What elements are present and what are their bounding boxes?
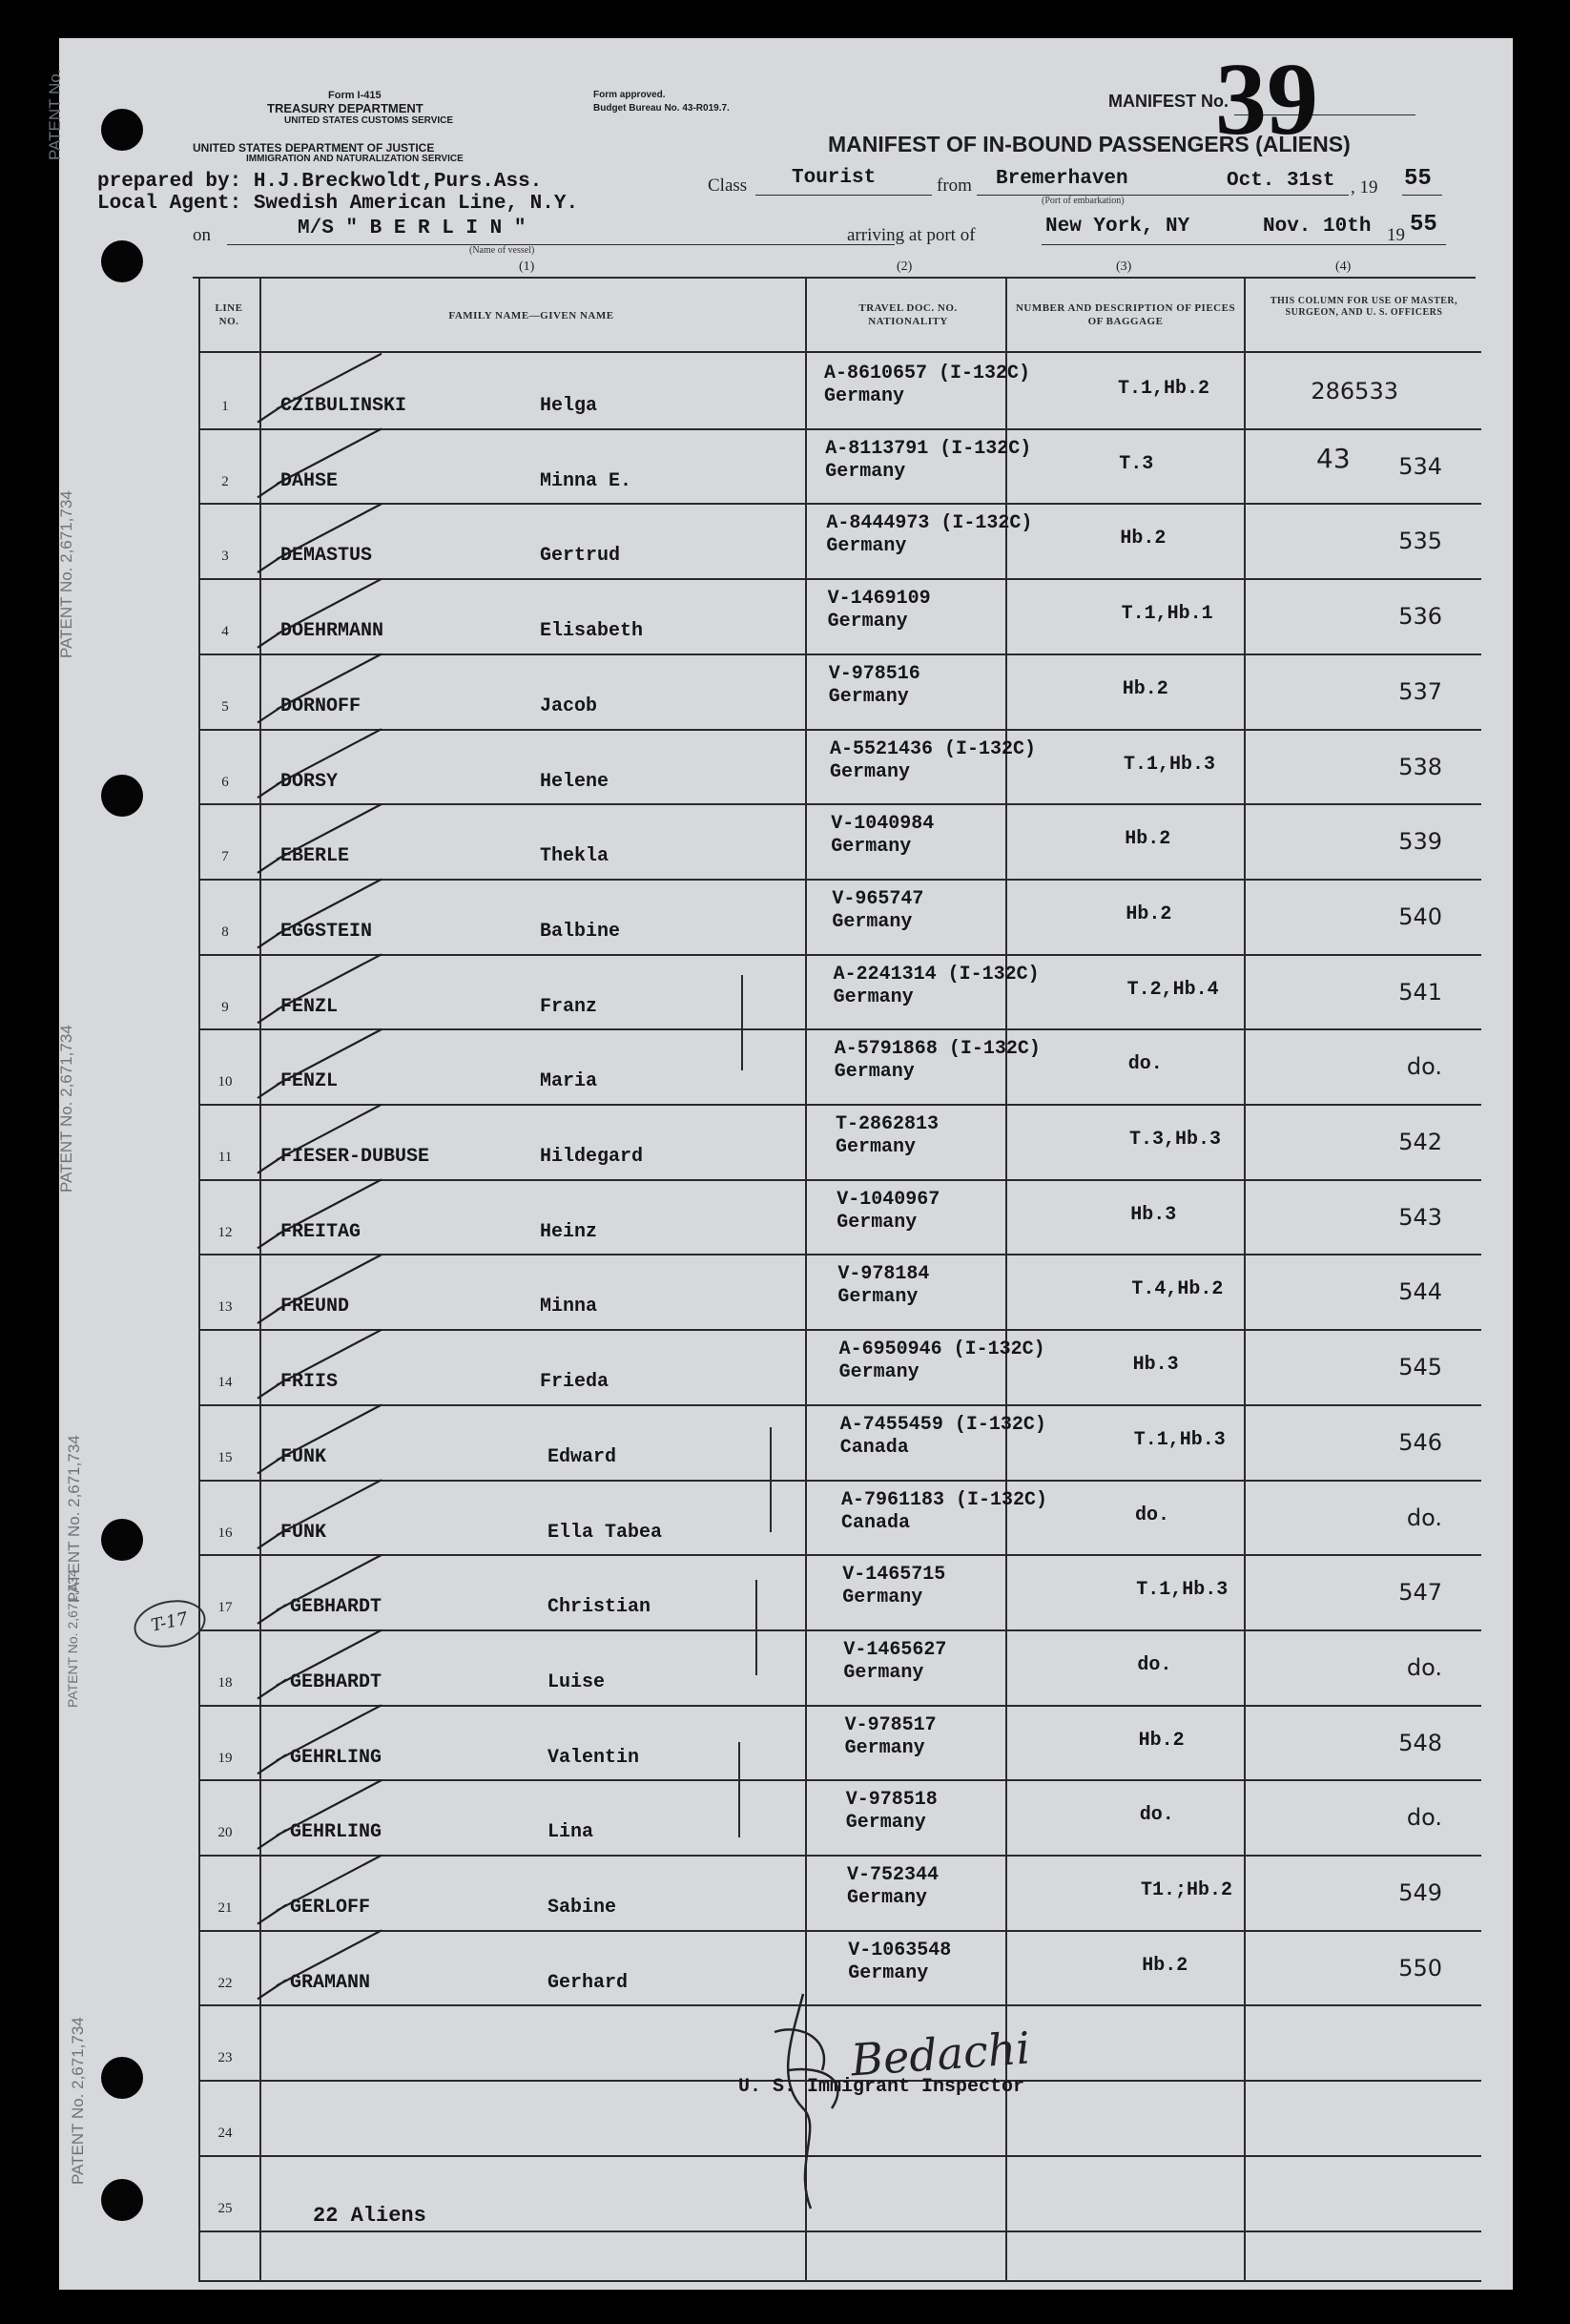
row-line-number: 4 [221, 624, 229, 640]
nationality: Germany [847, 1887, 928, 1909]
header-name: FAMILY NAME—GIVEN NAME [448, 310, 614, 322]
row-line-number: 16 [217, 1525, 233, 1541]
nationality: Germany [833, 986, 914, 1008]
on-label: on [193, 225, 211, 245]
patent-stamp: PATENT No. 2,671,734 [65, 1569, 80, 1708]
family-name: GRAMANN [290, 1971, 371, 1994]
travel-doc-number: V-1465715 [842, 1564, 946, 1587]
total-aliens: 22 Aliens [313, 2204, 426, 2228]
manifest-label: MANIFEST No. [1108, 92, 1229, 111]
family-name: GEBHARDT [290, 1596, 382, 1619]
baggage: Hb.3 [1132, 1354, 1179, 1377]
form-approved: Form approved. [593, 90, 666, 100]
given-name: Maria [540, 1070, 598, 1093]
table-row [59, 1028, 1513, 1104]
travel-doc-number: V-1469109 [827, 588, 931, 611]
officer-notation: 539 [1398, 828, 1442, 856]
family-name: EGGSTEIN [280, 920, 373, 943]
row-line-number: 12 [217, 1224, 233, 1240]
baggage: Hb.2 [1126, 903, 1172, 925]
travel-doc-number: A-7455459 (I-132C) [839, 1413, 1046, 1436]
travel-doc-number: V-1063548 [848, 1939, 952, 1961]
officer-notation: 538 [1398, 753, 1442, 780]
baggage: T.1,Hb.2 [1118, 378, 1210, 400]
family-name: DEMASTUS [280, 545, 373, 568]
ins-service: IMMIGRATION AND NATURALIZATION SERVICE [246, 154, 464, 164]
nationality: Germany [848, 1961, 929, 1984]
column-marker: (1) [519, 259, 535, 274]
travel-doc-number: V-752344 [847, 1864, 940, 1886]
family-name: CZIBULINSKI [280, 395, 407, 417]
customs-service: UNITED STATES CUSTOMS SERVICE [284, 115, 454, 126]
manifest-title: MANIFEST OF IN-BOUND PASSENGERS (ALIENS) [828, 132, 1351, 156]
travel-doc-number: A-5791868 (I-132C) [834, 1038, 1041, 1061]
given-name: Jacob [540, 695, 598, 717]
table-row [59, 1329, 1513, 1404]
table-row [59, 1404, 1513, 1480]
baggage: T.3,Hb.3 [1129, 1129, 1222, 1151]
officer-notation: do. [1406, 1653, 1442, 1681]
nationality: Canada [841, 1511, 911, 1534]
row-line-number: 18 [217, 1674, 233, 1691]
row-line-number: 6 [221, 774, 229, 790]
baggage: T.2,Hb.4 [1126, 978, 1219, 1001]
baggage: Hb.2 [1122, 677, 1168, 700]
nationality: Germany [842, 1587, 923, 1609]
row-line-number: 20 [217, 1825, 233, 1841]
row-line-number: 25 [217, 2200, 233, 2216]
given-name: Valentin [547, 1746, 640, 1769]
given-name: Minna [540, 1296, 598, 1318]
header-baggage: NUMBER AND DESCRIPTION OF PIECES OF BAGGAGE [1015, 302, 1236, 327]
patent-stamp: PATENT No. 2,671,734 [65, 1435, 83, 1603]
row-line-number: 17 [217, 1600, 233, 1616]
table-row [59, 654, 1513, 729]
nationality: Germany [837, 1211, 918, 1234]
family-bracket [770, 1427, 772, 1532]
port-of-embarkation: Bremerhaven [996, 168, 1128, 190]
travel-doc-number: T-2862813 [836, 1113, 940, 1135]
officer-notation: 540 [1398, 903, 1442, 930]
family-name: FENZL [280, 1070, 339, 1093]
baggage: do. [1139, 1804, 1174, 1827]
travel-doc-number: V-965747 [832, 887, 924, 910]
table-row [59, 503, 1513, 578]
officer-notation: 536 [1398, 603, 1442, 631]
officer-notation: 535 [1398, 528, 1442, 555]
family-bracket [741, 975, 743, 1070]
nationality: Germany [845, 1812, 926, 1835]
officer-notation: do. [1406, 1053, 1442, 1081]
nationality: Germany [834, 1061, 915, 1084]
family-name: FRIIS [280, 1371, 339, 1394]
row-line-number: 14 [217, 1375, 233, 1391]
given-name: Lina [547, 1821, 594, 1844]
row-line-number: 9 [221, 999, 229, 1015]
arrival-year-prefix: 19 [1387, 225, 1405, 245]
patent-stamp: PATENT No. 2,671,734 [57, 490, 75, 658]
row-line-number: 5 [221, 698, 229, 715]
nationality: Germany [825, 460, 906, 483]
family-name: DORSY [280, 770, 339, 793]
family-name: DAHSE [280, 469, 339, 492]
class-value: Tourist [792, 167, 877, 189]
header-travel-doc: TRAVEL DOC. NO. NATIONALITY [858, 302, 958, 327]
baggage: T.1,Hb.3 [1133, 1428, 1226, 1451]
officer-notation: 545 [1398, 1354, 1442, 1381]
nationality: Germany [836, 1136, 917, 1158]
nationality: Germany [844, 1736, 925, 1759]
row-line-number: 8 [221, 923, 229, 940]
nationality: Germany [824, 385, 905, 407]
family-name: FREITAG [280, 1220, 362, 1243]
family-name: DOEHRMANN [280, 620, 384, 643]
table-row [59, 1179, 1513, 1255]
travel-doc-number: V-978516 [828, 662, 920, 685]
arriving-label: arriving at port of [847, 225, 976, 245]
table-row [59, 1480, 1513, 1555]
row-line-number: 2 [221, 473, 229, 489]
patent-stamp: PATENT No. 2,671,734 [69, 2017, 87, 2185]
travel-doc-number: V-1040984 [831, 813, 935, 836]
baggage: T1.;Hb.2 [1141, 1879, 1233, 1901]
officer-notation: 544 [1398, 1278, 1442, 1306]
arrival-year: 55 [1410, 212, 1437, 238]
row-line-number: 10 [217, 1074, 233, 1090]
family-name: EBERLE [280, 845, 350, 868]
given-name: Franz [540, 995, 598, 1018]
officer-notation: 550 [1398, 1954, 1442, 1982]
travel-doc-number: A-6950946 (I-132C) [838, 1338, 1045, 1361]
table-row [59, 428, 1513, 504]
baggage: T.1,Hb.1 [1121, 603, 1213, 626]
travel-doc-number: A-8444973 (I-132C) [826, 512, 1033, 535]
row-line-number: 24 [217, 2126, 233, 2142]
departure-year: 55 [1404, 166, 1432, 192]
table-row [59, 353, 1513, 428]
given-name: Heinz [540, 1220, 598, 1243]
given-name: Gertrud [540, 545, 621, 568]
officer-notation: 541 [1398, 978, 1442, 1006]
officer-notation: 542 [1398, 1129, 1442, 1155]
nationality: Germany [843, 1661, 924, 1684]
officer-notation: 534 [1398, 452, 1442, 480]
table-row [59, 1104, 1513, 1179]
row-line-number: 15 [217, 1449, 233, 1465]
header-officers: THIS COLUMN FOR USE OF MASTER, SURGEON, AND U. S. OFFICERS [1270, 296, 1458, 318]
signature-flourish [736, 1975, 946, 2223]
form-number: Form I-415 [328, 90, 382, 101]
given-name: Hildegard [540, 1146, 644, 1168]
family-name: FIESER-DUBUSE [280, 1146, 430, 1168]
given-name: Frieda [540, 1371, 609, 1394]
baggage: Hb.3 [1130, 1203, 1177, 1226]
given-name: Helga [540, 395, 598, 417]
travel-doc-number: A-5521436 (I-132C) [830, 737, 1037, 760]
column-marker: (4) [1335, 259, 1352, 274]
row-2-note: 43 [1316, 443, 1351, 474]
header-line-no: LINE NO. [215, 302, 243, 327]
baggage: Hb.2 [1142, 1954, 1188, 1977]
patent-stamp: PATENT No. 2,671,734 [57, 1025, 75, 1193]
table-row [59, 1554, 1513, 1629]
given-name: Sabine [547, 1897, 617, 1919]
column-marker: (3) [1116, 259, 1132, 274]
row-line-number: 11 [217, 1150, 233, 1165]
officer-notation: do. [1406, 1504, 1442, 1531]
departure-date: Oct. 31st [1227, 170, 1335, 192]
margin-mark-text: T-17 [149, 1608, 190, 1636]
nationality: Germany [831, 836, 912, 859]
given-name: Balbine [540, 920, 621, 943]
vessel-name: M/S " B E R L I N " [298, 218, 527, 239]
travel-doc-number: V-1040967 [837, 1188, 940, 1211]
given-name: Thekla [540, 845, 609, 868]
port-embarkation-caption: (Port of embarkation) [1042, 196, 1125, 206]
officer-notation: 546 [1398, 1428, 1442, 1456]
nationality: Canada [839, 1436, 909, 1459]
family-bracket [755, 1580, 757, 1675]
travel-doc-number: A-8610657 (I-132C) [824, 363, 1031, 384]
baggage: Hb.2 [1125, 828, 1171, 851]
nationality: Germany [837, 1286, 919, 1309]
manifest-number: 39 [1215, 43, 1318, 156]
table-row [59, 1705, 1513, 1780]
row-line-number: 13 [217, 1299, 233, 1316]
nationality: Germany [827, 611, 908, 633]
travel-doc-number: V-1465627 [843, 1638, 947, 1661]
baggage: Hb.2 [1138, 1729, 1185, 1752]
family-name: FREUND [280, 1296, 350, 1318]
inspector-signature: Bedachi [849, 2022, 1032, 2086]
dept-justice: UNITED STATES DEPARTMENT OF JUSTICE [193, 141, 435, 155]
baggage: do. [1127, 1053, 1163, 1076]
table-row [59, 578, 1513, 654]
baggage: T.1,Hb.3 [1136, 1579, 1229, 1602]
family-name: GEHRLING [290, 1821, 382, 1844]
given-name: Christian [547, 1596, 651, 1619]
nationality: Germany [826, 535, 907, 558]
row-line-number: 19 [217, 1750, 233, 1766]
given-name: Gerhard [547, 1971, 629, 1994]
officer-notation: 537 [1398, 677, 1442, 705]
travel-doc-number: A-8113791 (I-132C) [825, 437, 1032, 460]
officer-notation: 543 [1398, 1203, 1442, 1231]
travel-doc-number: V-978518 [845, 1789, 938, 1812]
nationality: Germany [828, 685, 909, 708]
row-rule [198, 2231, 1481, 2232]
table-row [59, 879, 1513, 954]
table-row [59, 1779, 1513, 1855]
row-line-number: 21 [217, 1900, 233, 1916]
officer-notation: 286533 [1311, 378, 1398, 405]
family-name: FENZL [280, 995, 339, 1018]
given-name: Elisabeth [540, 620, 644, 643]
row-line-number: 23 [217, 2050, 233, 2066]
family-name: GEBHARDT [290, 1670, 382, 1693]
prepared-by: prepared by: H.J.Breckwoldt,Purs.Ass. [97, 171, 543, 193]
given-name: Helene [540, 770, 609, 793]
dept-treasury: TREASURY DEPARTMENT [267, 101, 423, 115]
officer-notation: 548 [1398, 1729, 1442, 1756]
patent-stamp: PATENT No. [46, 69, 64, 160]
inspector-label: U. S. Immigrant Inspector [738, 2076, 1025, 2098]
table-row [59, 729, 1513, 804]
budget-bureau: Budget Bureau No. 43-R019.7. [593, 103, 730, 114]
local-agent: Local Agent: Swedish American Line, N.Y. [97, 193, 579, 215]
given-name: Luise [547, 1670, 606, 1693]
family-name: FUNK [280, 1445, 327, 1468]
passenger-table [59, 38, 1513, 2290]
officer-notation: do. [1406, 1804, 1442, 1832]
row-line-number: 7 [221, 849, 229, 865]
baggage: T.3 [1119, 452, 1154, 475]
manifest-page [46, 38, 1513, 2290]
table-row [59, 1254, 1513, 1329]
baggage: Hb.2 [1120, 528, 1167, 550]
officer-notation: 549 [1398, 1879, 1442, 1906]
class-label: Class [708, 176, 748, 196]
table-row [59, 954, 1513, 1029]
row-line-number: 3 [221, 549, 229, 565]
from-label: from [937, 176, 972, 196]
baggage: do. [1135, 1504, 1170, 1526]
travel-doc-number: V-978517 [844, 1713, 937, 1736]
departure-year-prefix: , 19 [1351, 177, 1378, 197]
travel-doc-number: V-978184 [837, 1263, 930, 1286]
baggage: T.1,Hb.3 [1124, 753, 1216, 776]
column-marker: (2) [897, 259, 913, 274]
family-name: GEHRLING [290, 1746, 382, 1769]
nationality: Germany [838, 1361, 919, 1384]
arrival-port: New York, NY [1045, 216, 1190, 238]
row-line-number: 1 [221, 399, 229, 414]
family-name: DORNOFF [280, 695, 362, 717]
baggage: T.4,Hb.2 [1131, 1278, 1224, 1301]
officer-notation: 547 [1398, 1579, 1442, 1607]
family-bracket [738, 1742, 740, 1837]
table-row [59, 1855, 1513, 1930]
table-row [59, 803, 1513, 879]
given-name: Edward [547, 1445, 617, 1468]
vessel-caption: (Name of vessel) [469, 245, 535, 256]
table-row [59, 1629, 1513, 1705]
given-name: Minna E. [540, 469, 632, 492]
nationality: Germany [832, 910, 913, 933]
row-line-number: 22 [217, 1975, 233, 1991]
travel-doc-number: A-2241314 (I-132C) [833, 963, 1040, 986]
arrival-date: Nov. 10th [1263, 216, 1372, 238]
travel-doc-number: A-7961183 (I-132C) [841, 1488, 1048, 1511]
family-name: GERLOFF [290, 1897, 371, 1919]
given-name: Ella Tabea [547, 1521, 663, 1544]
baggage: do. [1137, 1653, 1172, 1676]
family-name: FUNK [280, 1521, 327, 1544]
nationality: Germany [830, 760, 911, 783]
